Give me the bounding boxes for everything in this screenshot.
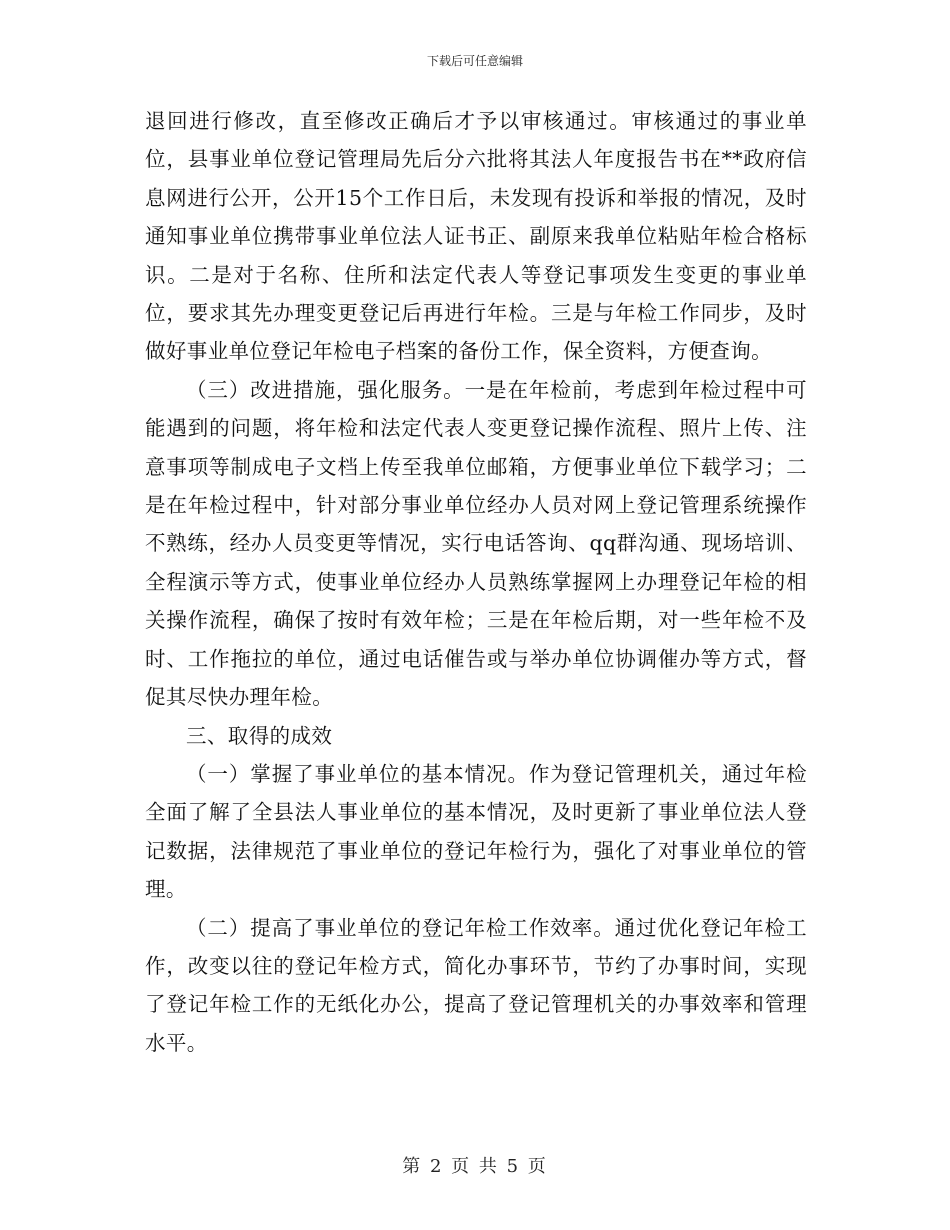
document-body — [145, 102, 807, 1062]
paragraph: 退回进行修改，直至修改正确后才予以审核通过。审核通过的事业单位，县事业单位登记管理局先后分六批将其法人年度报告书在**政府信息网进行公开，公开15个工作日后，未发现有投诉和举报的情况，及时通知事业单位携带事业单位法人证书正、副原来我单位粘贴年检合格标识。二是对于名称、住所和法定代表人等登记事项发生变更的事业单位，要求其先办理变更登记后再进行年检。三是与年检工作同步，及时做好事业单位登记年检电子档案的备份工作，保全资料，方便查询。 — [145, 109, 807, 364]
paragraph: （一）掌握了事业单位的基本情况。作为登记管理机关，通过年检全面了解了全县法人事业单位的基本情况，及时更新了事业单位法人登记数据，法律规范了事业单位的登记年检行为，强化了对事业单位的管理。 — [145, 761, 807, 902]
section-heading: 三、取得的成效 — [186, 723, 333, 748]
paragraph: （三）改进措施，强化服务。一是在年检前，考虑到年检过程中可能遇到的问题，将年检和法定代表人变更登记操作流程、照片上传、注意事项等制成电子文档上传至我单位邮箱，方便事业单位下载学习；二是在年检过程中，针对部分事业单位经办人员对网上登记管理系统操作不熟练，经办人员变更等情况，实行电话答询、qq群沟通、现场培训、全程演示等方式，使事业单位经办人员熟练掌握网上办理登记年检的相关操作流程，确保了按时有效年检；三是在年检后期，对一些年检不及时、工作拖拉的单位，通过电话催告或与举办单位协调催办等方式，督促其尽快办理年检。 — [145, 377, 807, 710]
paragraph: （二）提高了事业单位的登记年检工作效率。通过优化登记年检工作，改变以往的登记年检方式，简化办事环节，节约了办事时间，实现了登记年检工作的无纸化办公，提高了登记管理机关的办事效率和管理水平。 — [145, 915, 807, 1055]
header-note: 下载后可任意编辑 — [426, 54, 523, 68]
page-number: 第 2 页 共 5 页 — [402, 1156, 548, 1177]
